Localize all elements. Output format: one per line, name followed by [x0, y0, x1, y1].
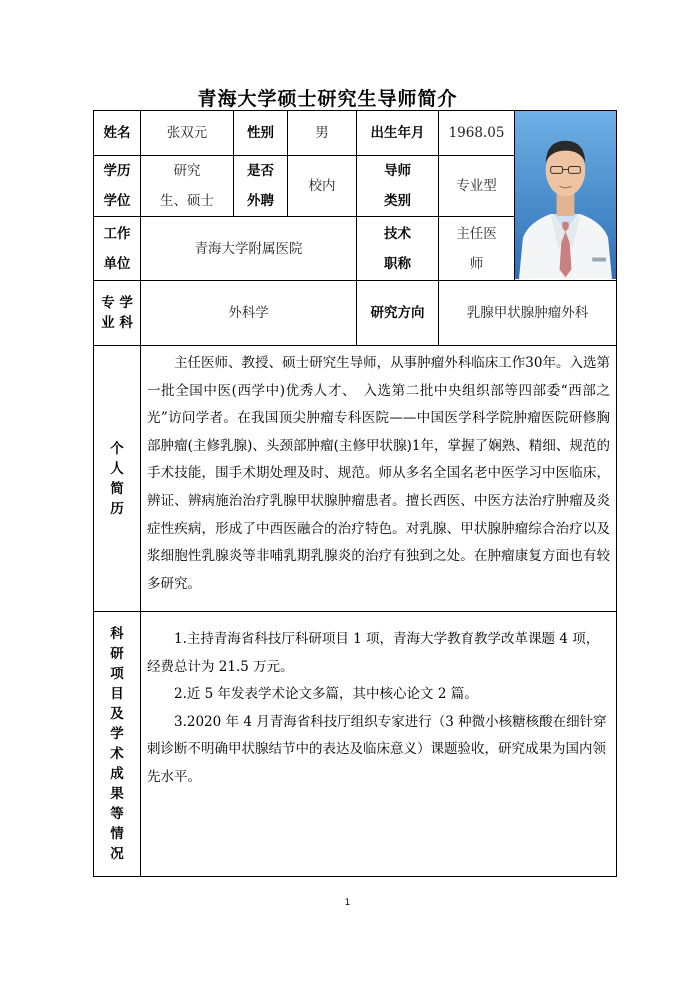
research-label-char: 情 [110, 826, 124, 842]
work-unit-label: 工作 单位 [94, 217, 141, 281]
gender-value: 男 [288, 111, 357, 156]
research-label-char: 成 [110, 766, 124, 782]
tech-title-value: 主任医 师 [439, 217, 515, 281]
research-direction-value: 乳腺甲状腺肿瘤外科 [439, 281, 617, 346]
tech-title-label: 技术 职称 [357, 217, 439, 281]
research-label-char: 目 [110, 686, 124, 702]
research-content [141, 612, 617, 877]
work-unit-value: 青海大学附属医院 [141, 217, 357, 281]
bio-text: 主任医师、教授、硕士研究生导师，从事肿瘤外科临床工作30年。入选第一批全国中医(西学中)优秀人才、 入选第二批中央组织部等四部委“西部之光”访问学者。在我国顶尖肿瘤专科医院——中国医学科学院肿瘤医院研修胸部肿瘤(主修乳腺)、头颈部肿瘤(主修甲状腺)1年，掌握了娴熟、精细、规范的手术技能，围手术期处理及时、规范。师从多名全国名老中医学习中医临床，辨证、辨病施治治疗乳腺甲状腺肿瘤患者。擅长西医、中医方法治疗肿瘤及炎症性疾病，形成了中西医融合的治疗特色。对乳腺、甲状腺肿瘤综合治疗以及浆细胞性乳腺炎等非哺乳期乳腺炎的治疗有独到之处。在肿瘤康复方面也有较多研究。 [141, 346, 617, 612]
research-label-char: 果 [110, 786, 124, 802]
research-label-char: 等 [110, 806, 124, 822]
research-direction-label: 研究方向 [357, 281, 439, 346]
major-value: 外科学 [141, 281, 357, 346]
education-label: 学历 学位 [94, 156, 141, 217]
page-title: 青海大学硕士研究生导师简介 [197, 88, 458, 110]
birth-label: 出生年月 [357, 111, 439, 156]
birth-value: 1968.05 [439, 111, 515, 156]
supervisor-type-value: 专业型 [439, 156, 515, 217]
major-label: 专 学 业 科 [94, 281, 141, 346]
external-label: 是否 外聘 [234, 156, 288, 217]
bio-label-char: 历 [110, 500, 124, 517]
research-label-char: 研 [110, 646, 124, 662]
research-label [94, 612, 141, 877]
name-label: 姓名 [94, 111, 141, 156]
bio-label-char: 人 [110, 460, 124, 477]
research-label-char: 术 [110, 746, 124, 762]
research-label-char: 及 [110, 706, 124, 722]
page-number: 1 [344, 898, 351, 908]
education-value: 研究 生、硕士 [141, 156, 234, 217]
photo-cell [515, 111, 617, 281]
research-label-char: 学 [110, 726, 124, 742]
bio-label [94, 346, 141, 612]
gender-label: 性别 [234, 111, 288, 156]
supervisor-type-label: 导师 类别 [357, 156, 439, 217]
external-value: 校内 [288, 156, 357, 217]
research-label-char: 科 [110, 626, 124, 642]
name-value: 张双元 [141, 111, 234, 156]
research-item: 2.近 5 年发表学术论文多篇，其中核心论文 2 篇。 [174, 686, 478, 703]
profile-table [93, 110, 617, 877]
research-item: 3.2020 年 4 月青海省科技厅组织专家进行（3 种微小核糖核酸在细针穿刺诊断不明确甲状腺结节中的表达及临床意义）课题验收，研究成果为国内领先水平。 [147, 713, 607, 785]
bio-label-char: 个 [110, 440, 124, 457]
portrait-photo [515, 111, 616, 279]
research-label-char: 项 [110, 666, 124, 682]
research-item: 1.主持青海省科技厅科研项目 1 项，青海大学教育教学改革课题 4 项，经费总计为 21.5 万元。 [147, 631, 600, 675]
research-label-char: 况 [110, 846, 124, 862]
bio-label-char: 简 [110, 480, 124, 497]
